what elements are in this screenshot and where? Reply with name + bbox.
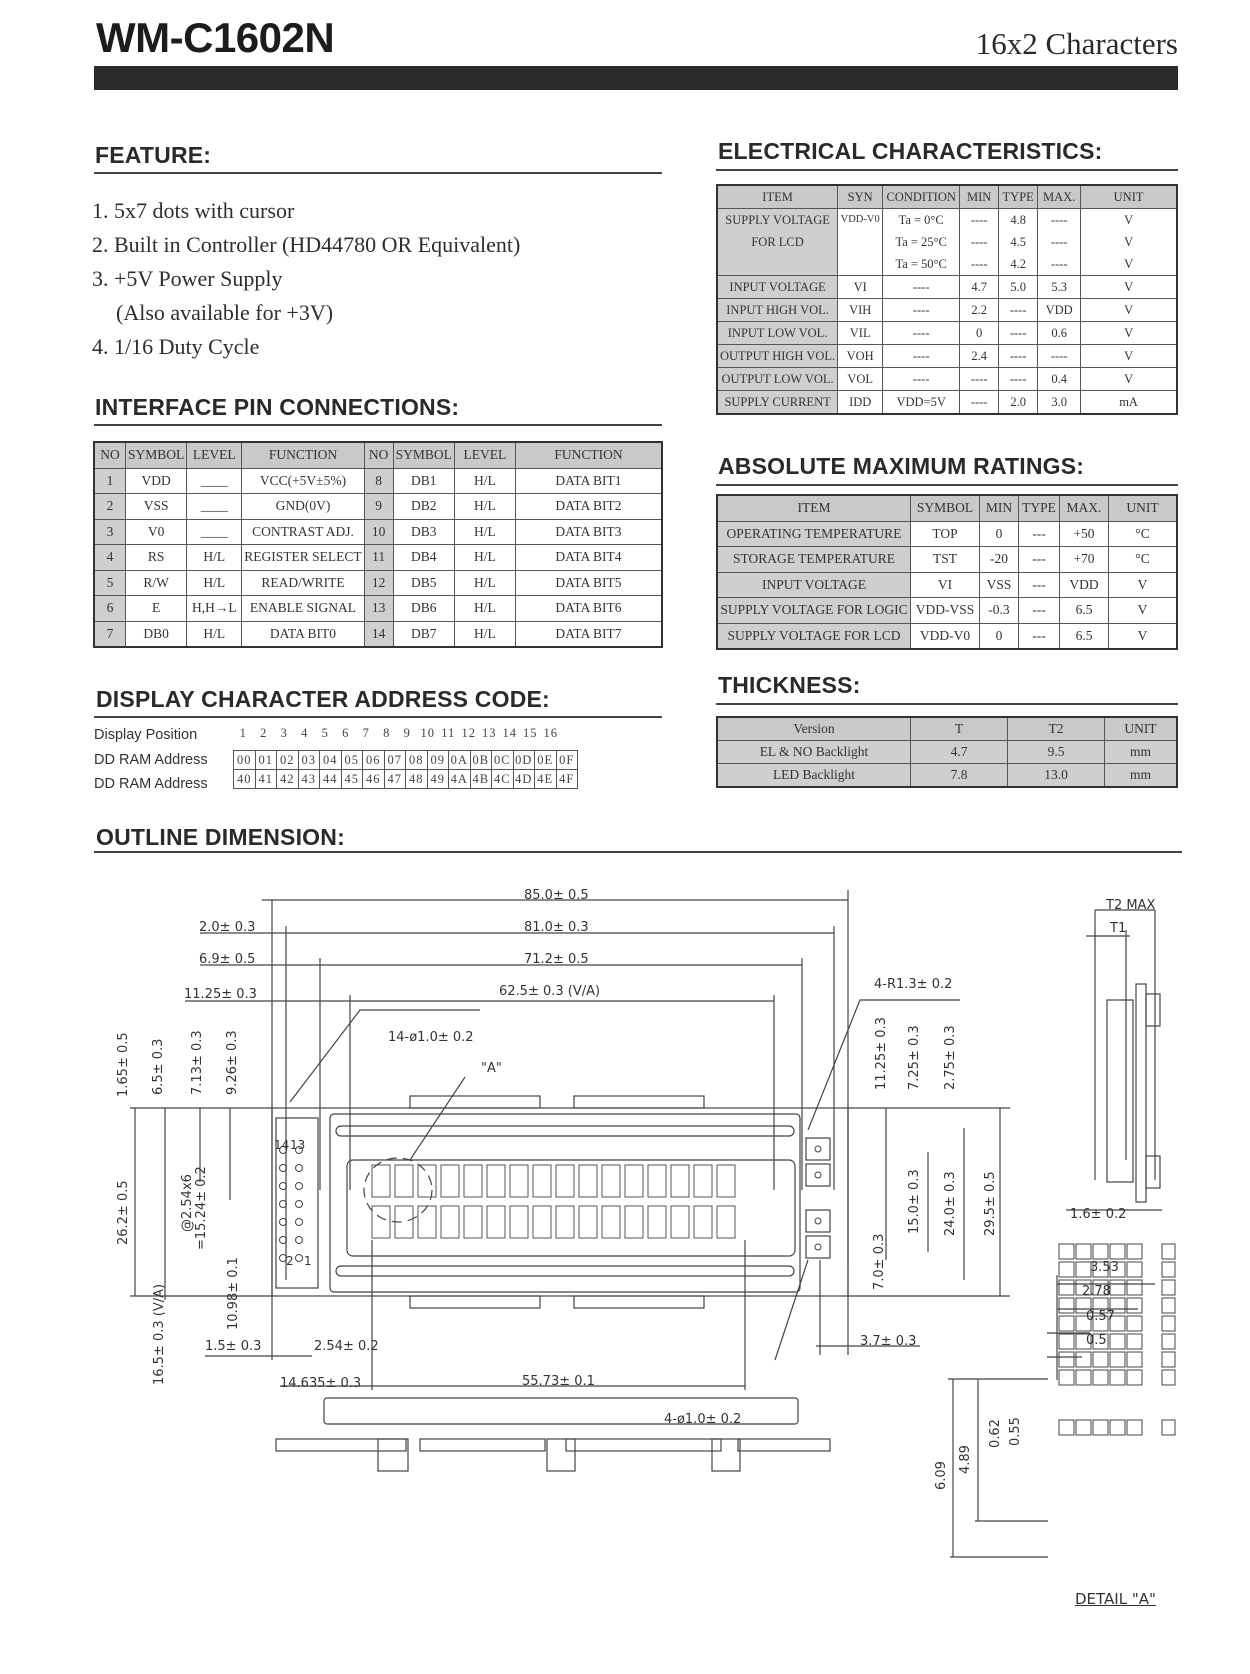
dim-pitch: @2.54x6: [180, 1174, 195, 1232]
table-row: INPUT VOLTAGE VI VSS --- VDD V: [717, 572, 1177, 598]
detail-dim-0-62: 0.62: [988, 1419, 1003, 1448]
dim-1-65: 1.65± 0.5: [116, 1032, 131, 1097]
table-row: 2 VSS ____ GND(0V) 9 DB2 H/L DATA BIT2: [94, 494, 662, 520]
ddram-row-line2: 40 41 42 43 44 45 46 47 48 49 4A 4B 4C 4D 4E 4F: [234, 770, 578, 789]
table-row: OUTPUT HIGH VOL. VOH ---- 2.4 ---- ---- V: [717, 345, 1177, 368]
header-bar: [94, 66, 1178, 90]
thickness-table: [716, 716, 1178, 788]
electrical-heading: ELECTRICAL CHARACTERISTICS:: [718, 138, 1103, 164]
dim-overall-width: 85.0± 0.5: [524, 888, 589, 903]
table-row: LED Backlight 7.8 13.0 mm: [717, 764, 1177, 788]
pin-label-2: 2: [286, 1254, 294, 1268]
ddram-row1-label: DD RAM Address: [94, 752, 208, 768]
detail-dim-2-78: 2.78: [1082, 1284, 1111, 1299]
table-row: 3 V0 ____ CONTRAST ADJ. 10 DB3 H/L DATA BIT3: [94, 519, 662, 545]
divider: [716, 703, 1178, 705]
dim-r-15: 15.0± 0.3: [907, 1169, 922, 1234]
pin-holes: [280, 1146, 822, 1262]
table-row: SUPPLY VOLTAGE FOR LOGIC VDD-VSS -0.3 --- 6.5 V: [717, 598, 1177, 624]
dim-3-7: 3.7± 0.3: [860, 1334, 917, 1349]
dim-7-13: 7.13± 0.3: [190, 1030, 205, 1095]
thickness-table-header: Version T T2 UNIT: [717, 717, 1177, 741]
dim-r-11-25: 11.25± 0.3: [874, 1017, 889, 1090]
detail-a-ref: "A": [481, 1061, 502, 1076]
side-t1-label: T1: [1110, 921, 1127, 936]
dim-r-2-75: 2.75± 0.3: [943, 1025, 958, 1090]
dim-26-2: 26.2± 0.5: [116, 1180, 131, 1245]
dim-r-29-5: 29.5± 0.5: [983, 1171, 998, 1236]
table-row: 5 R/W H/L READ/WRITE 12 DB5 H/L DATA BIT5: [94, 570, 662, 596]
dim-2-54: 2.54± 0.2: [314, 1339, 379, 1354]
table-row: SUPPLY VOLTAGE FOR LCD VDD-V0 Ta = 0°C ---- 4.8 ---- V: [717, 209, 1177, 232]
dim-10-98: 10.98± 0.1: [226, 1257, 241, 1330]
detail-dim-3-53: 3.53: [1090, 1260, 1119, 1275]
pin-label-13: 13: [290, 1138, 306, 1152]
outline-heading: OUTLINE DIMENSION:: [96, 824, 345, 850]
side-pcb-thickness: 1.6± 0.2: [1070, 1207, 1127, 1222]
pin-label-14: 14: [274, 1138, 290, 1152]
model-title: WM-C1602N: [96, 14, 335, 61]
amr-table: [716, 494, 1178, 650]
table-row: EL & NO Backlight 4.7 9.5 mm: [717, 741, 1177, 764]
table-row: 7 DB0 H/L DATA BIT0 14 DB7 H/L DATA BIT7: [94, 621, 662, 647]
dim-6-5: 6.5± 0.3: [151, 1038, 166, 1095]
amr-heading: ABSOLUTE MAXIMUM RATINGS:: [718, 453, 1085, 479]
divider: [94, 851, 1182, 853]
display-position-label: Display Position: [94, 727, 198, 743]
pin-label-1: 1: [304, 1254, 312, 1268]
electrical-table-header: ITEM SYN CONDITION MIN TYPE MAX. UNIT: [717, 185, 1177, 209]
detail-dim-4-89: 4.89: [958, 1445, 973, 1474]
dim-pitch-total: =15.24± 0.2: [194, 1166, 209, 1250]
table-row: SUPPLY CURRENT IDD VDD=5V ---- 2.0 3.0 mA: [717, 391, 1177, 415]
table-row: SUPPLY VOLTAGE FOR LCD VDD-V0 0 --- 6.5 V: [717, 623, 1177, 649]
detail-dim-6-09: 6.09: [934, 1461, 949, 1490]
table-row: INPUT LOW VOL. VIL ---- 0 ---- 0.6 V: [717, 322, 1177, 345]
table-row: 4 RS H/L REGISTER SELECT 11 DB4 H/L DATA BIT4: [94, 545, 662, 571]
table-row: STORAGE TEMPERATURE TST -20 --- +70 °C: [717, 547, 1177, 573]
table-row: INPUT HIGH VOL. VIH ---- 2.2 ---- VDD V: [717, 299, 1177, 322]
outline-drawing: [0, 860, 1250, 1660]
dim-r-7-25: 7.25± 0.3: [907, 1025, 922, 1090]
detail-dim-0-57: 0.57: [1086, 1309, 1115, 1324]
pin-table-header: NO SYMBOL LEVEL FUNCTION NO SYMBOL LEVEL FUNCTION: [94, 442, 662, 468]
dim-16-5: 16.5± 0.3 (V/A): [152, 1283, 167, 1385]
mount-hole-note: 4-ø1.0± 0.2: [664, 1412, 742, 1427]
hole-note: 14-ø1.0± 0.2: [388, 1030, 474, 1045]
dim-r-24: 24.0± 0.3: [943, 1171, 958, 1236]
ddram-row2-label: DD RAM Address: [94, 776, 208, 792]
feature-list: [92, 194, 520, 364]
feature-item: 1. 5x7 dots with cursor: [92, 198, 295, 223]
dim-r-7-0: 7.0± 0.3: [872, 1233, 887, 1290]
model-subtitle: 16x2 Characters: [975, 26, 1178, 61]
divider: [716, 484, 1178, 486]
feature-heading: FEATURE:: [95, 142, 212, 168]
dim-left-11-25: 11.25± 0.3: [184, 987, 257, 1002]
dim-pcb-width: 81.0± 0.3: [524, 920, 589, 935]
dim-left-2: 2.0± 0.3: [199, 920, 256, 935]
ddram-address-table: [233, 750, 578, 789]
dim-1-5: 1.5± 0.3: [205, 1339, 262, 1354]
detail-a-label: DETAIL "A": [1075, 1590, 1156, 1608]
divider: [94, 172, 662, 174]
radius-note: 4-R1.3± 0.2: [874, 977, 953, 992]
display-positions: 1 2 3 4 5 6 7 8 9 10 11 12 13 14 15 16: [239, 725, 558, 740]
amr-table-header: ITEM SYMBOL MIN TYPE MAX. UNIT: [717, 495, 1177, 521]
electrical-table: [716, 184, 1178, 415]
table-row: Ta = 25°C ---- 4.5 ---- V: [717, 231, 1177, 253]
ddram-row-line1: 00 01 02 03 04 05 06 07 08 09 0A 0B 0C 0D 0E 0F: [234, 751, 578, 770]
table-row: OPERATING TEMPERATURE TOP 0 --- +50 °C: [717, 521, 1177, 547]
thickness-heading: THICKNESS:: [718, 672, 861, 698]
dim-va-width: 62.5± 0.3 (V/A): [499, 984, 601, 999]
pins-heading: INTERFACE PIN CONNECTIONS:: [95, 394, 460, 420]
table-row: 1 VDD ____ VCC(+5V±5%) 8 DB1 H/L DATA BIT1: [94, 468, 662, 494]
detail-dim-0-55: 0.55: [1008, 1417, 1023, 1446]
table-row: INPUT VOLTAGE VI ---- 4.7 5.0 5.3 V: [717, 276, 1177, 299]
divider: [94, 424, 662, 426]
feature-item: 4. 1/16 Duty Cycle: [92, 334, 260, 359]
dim-9-26: 9.26± 0.3: [225, 1030, 240, 1095]
divider: [94, 716, 662, 718]
feature-item: 3. +5V Power Supply: [92, 266, 283, 291]
dim-14-635: 14.635± 0.3: [280, 1376, 362, 1391]
pin-table: [93, 441, 663, 648]
dim-55-73: 55.73± 0.1: [522, 1374, 595, 1389]
feature-item: (Also available for +3V): [116, 300, 334, 325]
table-row: 6 E H,H→L ENABLE SIGNAL 13 DB6 H/L DATA BIT6: [94, 596, 662, 622]
table-row: OUTPUT LOW VOL. VOL ---- ---- ---- 0.4 V: [717, 368, 1177, 391]
side-t2-label: T2 MAX: [1106, 898, 1156, 913]
address-heading: DISPLAY CHARACTER ADDRESS CODE:: [96, 686, 550, 712]
dim-viewing-width: 71.2± 0.5: [524, 952, 589, 967]
detail-dim-0-5: 0.5: [1086, 1333, 1107, 1348]
lcd-character-cells: [372, 1165, 735, 1238]
table-row: Ta = 50°C ---- 4.2 ---- V: [717, 253, 1177, 276]
divider: [716, 169, 1178, 171]
dim-left-6-9: 6.9± 0.5: [199, 952, 256, 967]
feature-item: 2. Built in Controller (HD44780 OR Equivalent): [92, 232, 521, 257]
